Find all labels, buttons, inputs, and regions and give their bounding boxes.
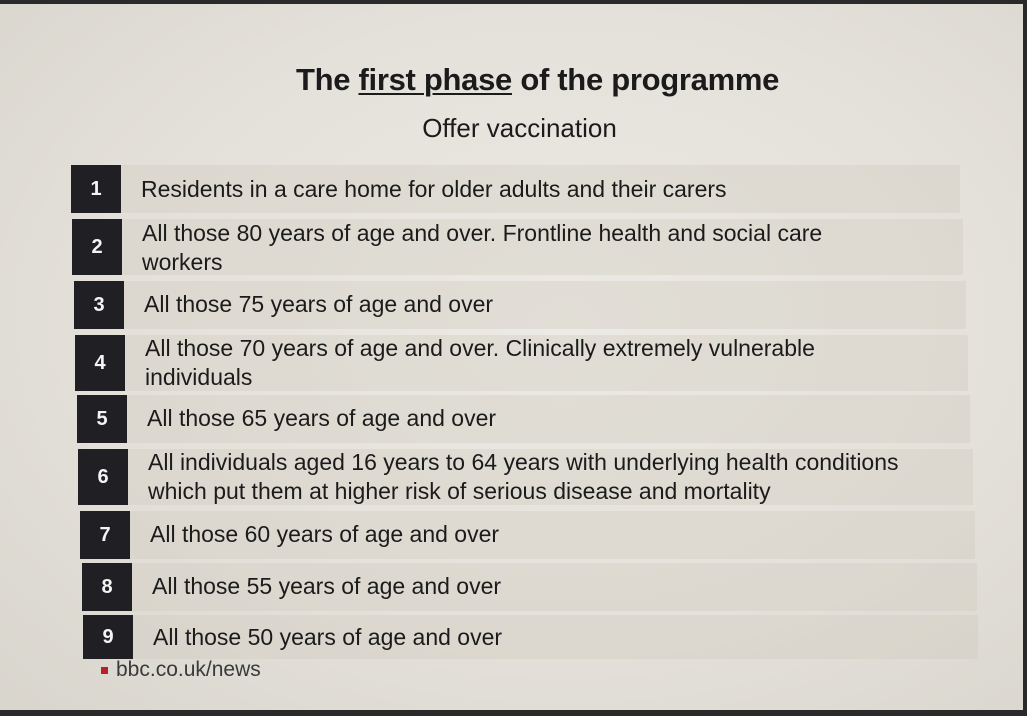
priority-text-line-1: All individuals aged 16 years to 64 years with underlying health conditions — [148, 449, 899, 475]
priority-number-badge: 1 — [71, 165, 121, 213]
priority-text-line-2: which put them at higher risk of serious disease and mortality — [148, 478, 771, 504]
priority-number-badge: 5 — [77, 395, 127, 443]
priority-row-2 — [72, 219, 963, 275]
priority-text-line-1: All those 60 years of age and over — [150, 521, 500, 547]
source-credit — [101, 658, 261, 682]
priority-row-8 — [82, 563, 977, 611]
priority-text-line-1: Residents in a care home for older adults and their carers — [141, 176, 727, 202]
priority-text-line-1: All those 50 years of age and over — [153, 624, 503, 650]
source-marker-icon — [101, 667, 108, 674]
priority-text-line-1: All those 80 years of age and over. Frontline health and social care — [142, 220, 823, 246]
priority-number-badge: 2 — [72, 219, 122, 275]
priority-number-badge: 9 — [83, 615, 133, 659]
title-part-2: of the programme — [520, 62, 780, 97]
priority-text — [150, 520, 499, 549]
title-underlined-phrase: first phase — [358, 62, 512, 97]
priority-text — [147, 404, 496, 433]
priority-text — [144, 290, 493, 319]
priority-number-badge: 6 — [78, 449, 128, 505]
priority-number-badge: 4 — [75, 335, 125, 391]
slide-subtitle: Offer vaccination — [422, 113, 617, 143]
priority-row-5 — [77, 395, 970, 443]
screen-bezel-right — [1023, 0, 1027, 716]
priority-text — [145, 334, 815, 392]
priority-text-line-1: All those 75 years of age and over — [144, 291, 494, 317]
screen-bezel-bottom — [0, 710, 1027, 716]
priority-row-7 — [80, 511, 975, 559]
screen-bezel-top — [0, 0, 1027, 4]
priority-row-6 — [78, 449, 973, 505]
priority-number-badge: 7 — [80, 511, 130, 559]
priority-text-line-1: All those 65 years of age and over — [147, 405, 497, 431]
slide-title — [0, 62, 1027, 98]
priority-text — [142, 219, 822, 277]
priority-text-line-2: individuals — [145, 364, 253, 390]
priority-text — [153, 623, 502, 652]
priority-text-line-1: All those 55 years of age and over — [152, 573, 502, 599]
priority-row-3 — [74, 281, 966, 329]
priority-row-4 — [75, 335, 968, 391]
priority-text-line-1: All those 70 years of age and over. Clinically extremely vulnerable — [145, 335, 815, 361]
priority-text — [141, 175, 727, 204]
source-text: bbc.co.uk/news — [116, 658, 261, 681]
priority-row-9 — [83, 615, 978, 659]
priority-number-badge: 8 — [82, 563, 132, 611]
priority-text — [148, 448, 899, 506]
priority-number-badge: 3 — [74, 281, 124, 329]
priority-text-line-2: workers — [142, 249, 223, 275]
title-part-1: The — [295, 62, 351, 97]
priority-row-1 — [71, 165, 960, 213]
priority-text — [152, 572, 501, 601]
